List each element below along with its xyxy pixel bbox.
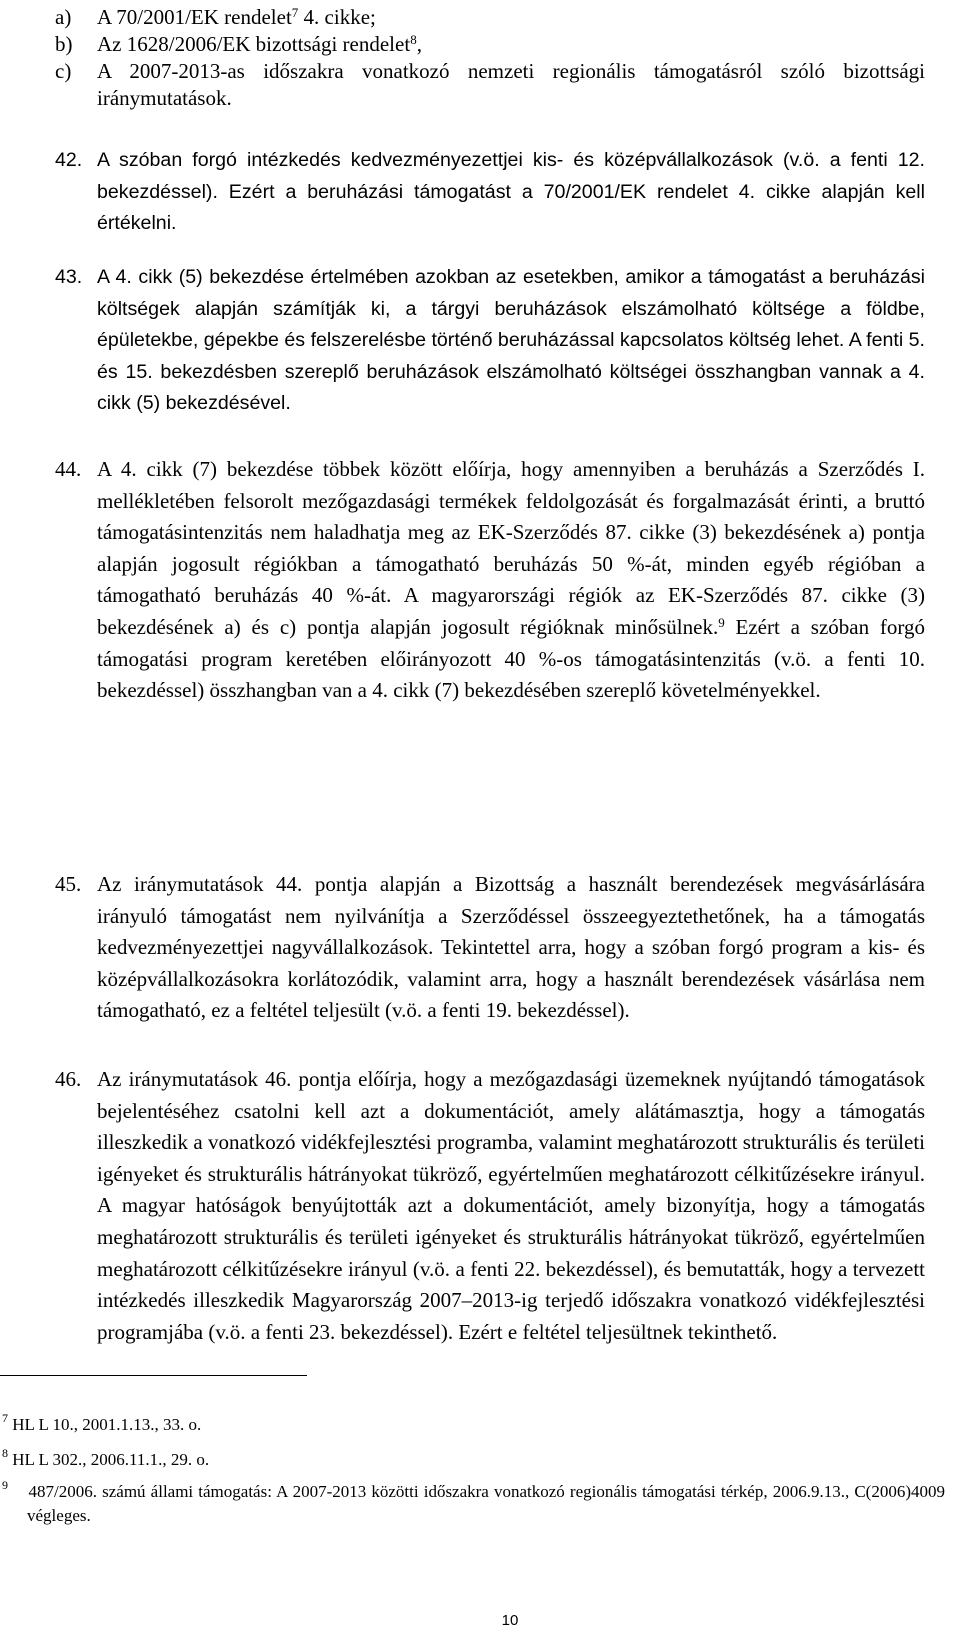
paragraph-text: Az iránymutatások 44. pontja alapján a Bizottság a használt berendezések megvásárlására irányuló támogatást nem nyilvánítja a Szerződéssel összeegyeztethetőnek, ha a támogatás kedvezményezettjei nagyvállalkozások. Tekintettel arra, hogy a szóban forgó program a kis- és középvállalkozásokra korlátozódik, valamint arra, hogy a használt berendezések vásárlása nem támogatható, ez a feltétel teljesült (v.ö. a fenti 19. bekezdéssel). bbox=[97, 872, 925, 1023]
list-item-text: A 70/2001/EK rendelet bbox=[97, 5, 292, 29]
footnote-ref[interactable]: 8 bbox=[410, 32, 417, 47]
paragraph-number: 43. bbox=[55, 266, 83, 288]
paragraph-text-part1: A 4. cikk (7) bekezdése többek között előírja, hogy amennyiben a beruházás a Szerződés I. mellékletében felsorolt mezőgazdasági termékek feldolgozását és forgalmazását érinti, a bruttó támogatásintenzitás nem haladhatja meg az EK-Szerződés 87. cikke (3) bekezdésének a) pontja alapján jogosult régiókban a támogatható beruházás 50 %-át, minden egyéb régióban a támogatható beruházás 40 %-át. A magyarországi régiók az EK-Szerződés 87. cikke (3) bekezdésének a) és c) pontja alapján jogosult régióknak minősülnek. bbox=[97, 457, 925, 639]
list-marker: b) bbox=[55, 32, 73, 56]
paragraph-text: A 4. cikk (5) bekezdése értelmében azokban az esetekben, amikor a támogatást a beruházási költségek alapján számítják ki, a tárgyi beruházások elszámolható költsége a földbe, épületekbe, gépekbe és felszerelésbe történő beruházással kapcsolatos költség lehet. A fenti 5. és 15. bekezdésben szereplő beruházások elszámolható költségei összhangban vannak a 4. cikk (5) bekezdésével. bbox=[97, 266, 925, 415]
paragraph-number: 42. bbox=[55, 149, 83, 171]
footnote-ref[interactable]: 7 bbox=[291, 5, 299, 20]
footnote-number: 8 bbox=[2, 1446, 8, 1460]
footnote bbox=[2, 1448, 920, 1472]
footnote bbox=[2, 1413, 920, 1437]
list-item bbox=[55, 4, 925, 31]
paragraph-number: 44. bbox=[55, 457, 82, 481]
footnote-text: HL L 302., 2006.11.1., 29. o. bbox=[12, 1450, 210, 1469]
footnote-number: 7 bbox=[2, 1411, 8, 1425]
list-marker: c) bbox=[55, 59, 72, 83]
footnote bbox=[2, 1480, 945, 1528]
paragraph-42 bbox=[55, 145, 925, 240]
footnote-text: 487/2006. számú állami támogatás: A 2007-2013 közötti időszakra vonatkozó regionális támogatási térkép, 2006.9.13., C(2006)4009 végleges. bbox=[27, 1482, 946, 1525]
paragraph-number: 46. bbox=[55, 1067, 82, 1091]
list-marker: a) bbox=[55, 5, 72, 29]
paragraph-46 bbox=[55, 1064, 925, 1348]
list-item-tail: , bbox=[416, 32, 422, 56]
paragraph-text bbox=[97, 454, 925, 707]
reference-list bbox=[55, 4, 925, 112]
list-item-text: Az 1628/2006/EK bizottsági rendelet bbox=[97, 32, 411, 56]
footnote-separator bbox=[0, 1375, 307, 1376]
list-item-tail: 4. cikke; bbox=[298, 5, 376, 29]
paragraph-text: A szóban forgó intézkedés kedvezményezettjei kis- és középvállalkozások (v.ö. a fenti 12. bekezdéssel). Ezért a beruházási támogatást a 70/2001/EK rendelet 4. cikke alapján kell értékelni. bbox=[97, 149, 925, 235]
footnote-number: 9 bbox=[2, 1478, 8, 1492]
paragraph-44 bbox=[55, 454, 925, 707]
footnote-text: HL L 10., 2001.1.13., 33. o. bbox=[12, 1415, 202, 1434]
list-item-text: A 2007-2013-as időszakra vonatkozó nemzeti regionális támogatásról szóló bizottsági iránymutatások. bbox=[97, 59, 925, 110]
paragraph-45 bbox=[55, 869, 925, 1027]
paragraph-text: Az iránymutatások 46. pontja előírja, hogy a mezőgazdasági üzemeknek nyújtandó támogatások bejelentéséhez csatolni kell azt a dokumentációt, amely alátámasztja, hogy a támogatás illeszkedik a vonatkozó vidékfejlesztési programba, valamint meghatározott strukturális és területi igényeket és strukturális hátrányokat tükröző, egyértelműen meghatározott célkitűzésekre irányul. A magyar hatóságok benyújtották azt a dokumentációt, amely bizonyítja, hogy a támogatás meghatározott strukturális és területi igényeket és strukturális hátrányokat tükröző, egyértelműen meghatározott célkitűzésekre irányul (v.ö. a fenti 22. bekezdéssel), és bemutatták, hogy a tervezett intézkedés illeszkedik Magyarország 2007–2013-ig terjedő időszakra vonatkozó vidékfejlesztési programjába (v.ö. a fenti 23. bekezdéssel). Ezért e feltétel teljesültnek tekinthető. bbox=[97, 1067, 925, 1344]
paragraph-number: 45. bbox=[55, 872, 82, 896]
page-number: 10 bbox=[501, 1612, 519, 1629]
list-item bbox=[55, 58, 925, 112]
paragraph-text-part2: Ezért a szóban forgó támogatási program keretében előirányozott 40 %-os támogatásintenzitás (v.ö. a fenti 10. bekezdéssel) összhangban van a 4. cikk (7) bekezdésében szereplő követelményekkel. bbox=[97, 614, 925, 703]
list-item bbox=[55, 31, 925, 58]
footnote-ref[interactable]: 9 bbox=[718, 614, 725, 630]
paragraph-43 bbox=[55, 262, 925, 420]
